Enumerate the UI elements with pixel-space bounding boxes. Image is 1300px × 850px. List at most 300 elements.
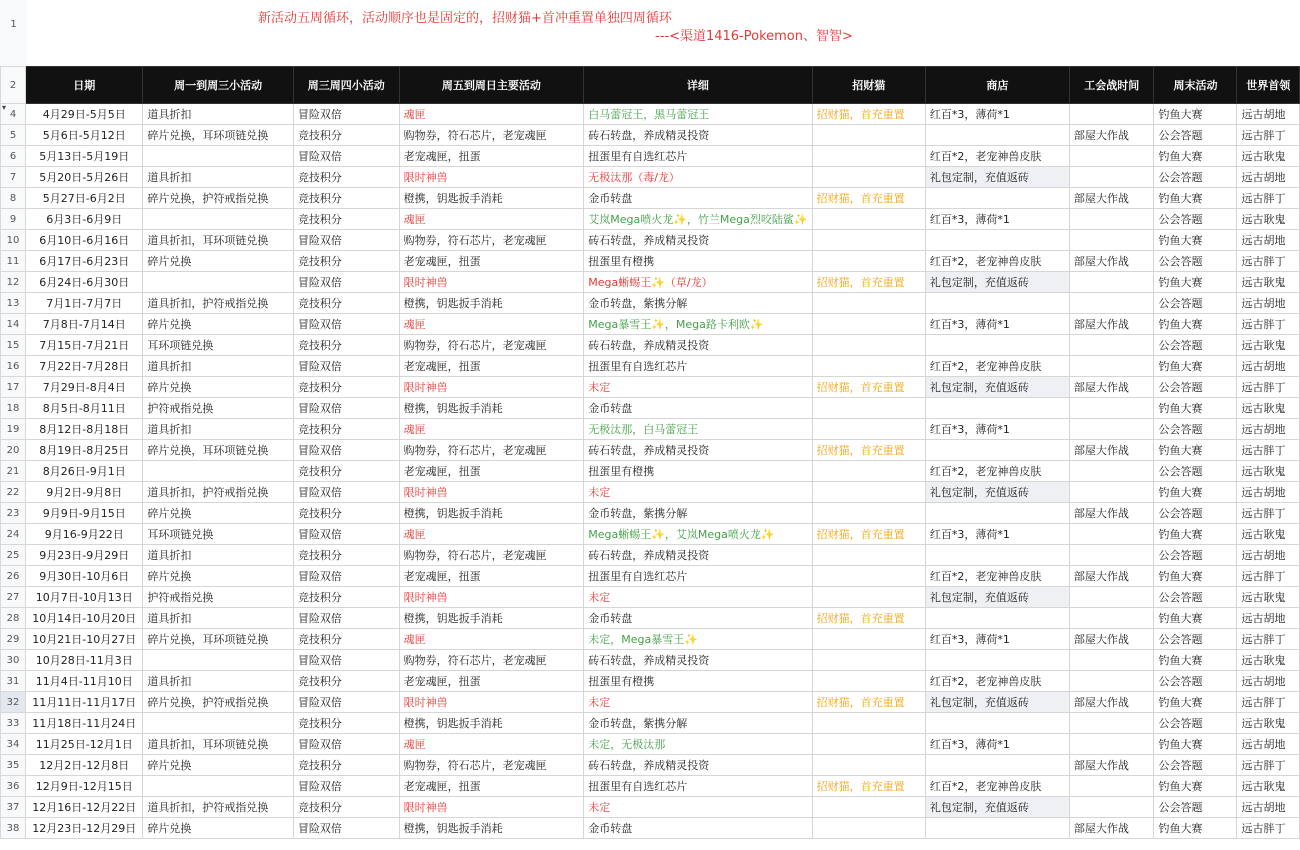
cell-mon-wed[interactable]: 道具折扣 [143, 419, 294, 440]
cell-mon-wed[interactable] [143, 209, 294, 230]
row-number[interactable]: 6 [1, 146, 26, 167]
cell-weekend[interactable]: 公会答题 [1154, 797, 1237, 818]
cell-shop[interactable] [925, 503, 1069, 524]
cell-mon-wed[interactable]: 碎片兑换 [143, 503, 294, 524]
cell-mon-wed[interactable]: 道具折扣 [143, 545, 294, 566]
cell-main-event[interactable]: 橙携，钥匙扳手消耗 [399, 503, 584, 524]
cell-weekend[interactable]: 公会答题 [1154, 755, 1237, 776]
cell-wed-thu[interactable]: 冒险双倍 [293, 734, 399, 755]
row-number[interactable]: 11 [1, 251, 26, 272]
cell-date[interactable]: 7月15日-7月21日 [26, 335, 143, 356]
cell-world-boss[interactable]: 远古胡地 [1237, 293, 1300, 314]
cell-guild-war[interactable] [1069, 587, 1154, 608]
cell-weekend[interactable]: 钓鱼大赛 [1154, 104, 1237, 125]
cell-world-boss[interactable]: 远古胖丁 [1237, 755, 1300, 776]
cell-detail[interactable]: 金币转盘 [584, 818, 812, 839]
cell-detail[interactable]: 扭蛋里有自选红芯片 [584, 146, 812, 167]
cell-wed-thu[interactable]: 冒险双倍 [293, 272, 399, 293]
cell-detail[interactable]: 扭蛋里有自选红芯片 [584, 776, 812, 797]
row-number[interactable]: 18 [1, 398, 26, 419]
cell-wed-thu[interactable]: 竞技积分 [293, 503, 399, 524]
cell-date[interactable]: 10月14日-10月20日 [26, 608, 143, 629]
cell-date[interactable]: 10月7日-10月13日 [26, 587, 143, 608]
cell-main-event[interactable]: 老宠魂匣，扭蛋 [399, 671, 584, 692]
cell-date[interactable]: 9月23日-9月29日 [26, 545, 143, 566]
cell-detail[interactable]: 未定，无极汰那 [584, 734, 812, 755]
cell-weekend[interactable]: 钓鱼大赛 [1154, 230, 1237, 251]
cell-shop[interactable]: 红百*3，薄荷*1 [925, 734, 1069, 755]
cell-date[interactable]: 5月6日-5月12日 [26, 125, 143, 146]
cell-lucky-cat[interactable]: 招财猫，首充重置 [812, 188, 925, 209]
row-number[interactable]: 30 [1, 650, 26, 671]
cell-date[interactable]: 4月29日-5月5日 [26, 104, 143, 125]
cell-wed-thu[interactable]: 竞技积分 [293, 419, 399, 440]
cell-lucky-cat[interactable]: 招财猫，首充重置 [812, 104, 925, 125]
cell-wed-thu[interactable]: 冒险双倍 [293, 104, 399, 125]
cell-lucky-cat[interactable] [812, 356, 925, 377]
cell-wed-thu[interactable]: 冒险双倍 [293, 440, 399, 461]
row-number[interactable]: 10 [1, 230, 26, 251]
cell-mon-wed[interactable]: 碎片兑换 [143, 251, 294, 272]
cell-guild-war[interactable]: 部屋大作战 [1069, 314, 1154, 335]
cell-weekend[interactable]: 钓鱼大赛 [1154, 734, 1237, 755]
cell-guild-war[interactable] [1069, 461, 1154, 482]
cell-weekend[interactable]: 公会答题 [1154, 209, 1237, 230]
row-number[interactable]: 4 [1, 104, 26, 125]
row-number[interactable]: 26 [1, 566, 26, 587]
cell-world-boss[interactable]: 远古耿鬼 [1237, 209, 1300, 230]
cell-detail[interactable]: 砖石转盘，养成精灵投资 [584, 230, 812, 251]
cell-detail[interactable]: Mega蜥蜴王✨，艾岚Mega喷火龙✨ [584, 524, 812, 545]
cell-wed-thu[interactable]: 冒险双倍 [293, 314, 399, 335]
cell-weekend[interactable]: 公会答题 [1154, 419, 1237, 440]
cell-lucky-cat[interactable] [812, 251, 925, 272]
cell-shop[interactable]: 礼包定制，充值返砖 [925, 692, 1069, 713]
cell-shop[interactable]: 红百*3，薄荷*1 [925, 419, 1069, 440]
cell-date[interactable]: 11月11日-11月17日 [26, 692, 143, 713]
cell-guild-war[interactable]: 部屋大作战 [1069, 818, 1154, 839]
cell-main-event[interactable]: 橙携，钥匙扳手消耗 [399, 608, 584, 629]
row-number[interactable]: 37 [1, 797, 26, 818]
cell-world-boss[interactable]: 远古胡地 [1237, 419, 1300, 440]
cell-mon-wed[interactable]: 护符戒指兑换 [143, 587, 294, 608]
cell-detail[interactable]: 未定 [584, 482, 812, 503]
cell-world-boss[interactable]: 远古胖丁 [1237, 125, 1300, 146]
cell-detail[interactable]: 扭蛋里有橙携 [584, 671, 812, 692]
cell-weekend[interactable]: 钓鱼大赛 [1154, 314, 1237, 335]
cell-world-boss[interactable]: 远古耿鬼 [1237, 398, 1300, 419]
cell-date[interactable]: 9月16-9月22日 [26, 524, 143, 545]
cell-guild-war[interactable] [1069, 713, 1154, 734]
cell-lucky-cat[interactable] [812, 734, 925, 755]
cell-world-boss[interactable]: 远古耿鬼 [1237, 650, 1300, 671]
cell-detail[interactable]: 无极汰那，白马蕾冠王 [584, 419, 812, 440]
cell-guild-war[interactable]: 部屋大作战 [1069, 629, 1154, 650]
row-number[interactable]: 32 [1, 692, 26, 713]
cell-shop[interactable] [925, 293, 1069, 314]
cell-guild-war[interactable] [1069, 335, 1154, 356]
cell-mon-wed[interactable]: 碎片兑换，耳环项链兑换 [143, 629, 294, 650]
cell-world-boss[interactable]: 远古耿鬼 [1237, 335, 1300, 356]
row-number[interactable]: 12 [1, 272, 26, 293]
cell-wed-thu[interactable]: 竞技积分 [293, 671, 399, 692]
cell-lucky-cat[interactable] [812, 293, 925, 314]
row-number[interactable]: 36 [1, 776, 26, 797]
cell-detail[interactable]: 白马蕾冠王，黑马蕾冠王 [584, 104, 812, 125]
cell-weekend[interactable]: 公会答题 [1154, 629, 1237, 650]
cell-world-boss[interactable]: 远古胖丁 [1237, 566, 1300, 587]
cell-date[interactable]: 10月21日-10月27日 [26, 629, 143, 650]
cell-main-event[interactable]: 魂匣 [399, 314, 584, 335]
cell-date[interactable]: 7月8日-7月14日 [26, 314, 143, 335]
header-date[interactable]: 日期 [26, 67, 143, 104]
cell-main-event[interactable]: 购物券，符石芯片，老宠魂匣 [399, 125, 584, 146]
cell-lucky-cat[interactable] [812, 545, 925, 566]
cell-weekend[interactable]: 公会答题 [1154, 251, 1237, 272]
freeze-divider-icon[interactable]: ▾ [2, 103, 7, 112]
row-number[interactable]: 38 [1, 818, 26, 839]
cell-wed-thu[interactable]: 竞技积分 [293, 797, 399, 818]
cell-detail[interactable]: 未定 [584, 797, 812, 818]
cell-guild-war[interactable] [1069, 146, 1154, 167]
cell-world-boss[interactable]: 远古耿鬼 [1237, 776, 1300, 797]
cell-world-boss[interactable]: 远古胖丁 [1237, 251, 1300, 272]
cell-wed-thu[interactable]: 竞技积分 [293, 335, 399, 356]
cell-shop[interactable] [925, 755, 1069, 776]
cell-main-event[interactable]: 购物券，符石芯片，老宠魂匣 [399, 755, 584, 776]
cell-guild-war[interactable] [1069, 524, 1154, 545]
cell-weekend[interactable]: 公会答题 [1154, 503, 1237, 524]
row-number[interactable]: 17 [1, 377, 26, 398]
cell-world-boss[interactable]: 远古耿鬼 [1237, 146, 1300, 167]
cell-guild-war[interactable] [1069, 671, 1154, 692]
cell-date[interactable]: 6月17日-6月23日 [26, 251, 143, 272]
cell-main-event[interactable]: 限时神兽 [399, 692, 584, 713]
cell-main-event[interactable]: 魂匣 [399, 419, 584, 440]
cell-world-boss[interactable]: 远古胡地 [1237, 545, 1300, 566]
cell-lucky-cat[interactable] [812, 419, 925, 440]
cell-main-event[interactable]: 老宠魂匣，扭蛋 [399, 251, 584, 272]
cell-wed-thu[interactable]: 冒险双倍 [293, 650, 399, 671]
row-number[interactable]: 22 [1, 482, 26, 503]
cell-wed-thu[interactable]: 冒险双倍 [293, 692, 399, 713]
row-number[interactable]: 31 [1, 671, 26, 692]
cell-guild-war[interactable]: 部屋大作战 [1069, 755, 1154, 776]
cell-guild-war[interactable] [1069, 356, 1154, 377]
cell-wed-thu[interactable]: 冒险双倍 [293, 230, 399, 251]
cell-shop[interactable]: 礼包定制，充值返砖 [925, 272, 1069, 293]
cell-shop[interactable] [925, 818, 1069, 839]
cell-shop[interactable] [925, 440, 1069, 461]
cell-shop[interactable]: 红百*3，薄荷*1 [925, 629, 1069, 650]
cell-guild-war[interactable]: 部屋大作战 [1069, 503, 1154, 524]
cell-mon-wed[interactable]: 护符戒指兑换 [143, 398, 294, 419]
cell-detail[interactable]: 艾岚Mega喷火龙✨，竹兰Mega烈咬陆鲨✨ [584, 209, 812, 230]
cell-weekend[interactable]: 公会答题 [1154, 125, 1237, 146]
cell-main-event[interactable]: 限时神兽 [399, 587, 584, 608]
cell-mon-wed[interactable] [143, 146, 294, 167]
cell-weekend[interactable]: 公会答题 [1154, 335, 1237, 356]
cell-detail[interactable]: 未定，Mega暴雪王✨ [584, 629, 812, 650]
row-number[interactable]: 7 [1, 167, 26, 188]
cell-main-event[interactable]: 限时神兽 [399, 797, 584, 818]
cell-guild-war[interactable]: 部屋大作战 [1069, 251, 1154, 272]
cell-world-boss[interactable]: 远古耿鬼 [1237, 713, 1300, 734]
cell-guild-war[interactable] [1069, 608, 1154, 629]
cell-lucky-cat[interactable] [812, 314, 925, 335]
cell-shop[interactable]: 礼包定制，充值返砖 [925, 587, 1069, 608]
cell-main-event[interactable]: 购物券，符石芯片，老宠魂匣 [399, 545, 584, 566]
cell-main-event[interactable]: 橙携，钥匙扳手消耗 [399, 188, 584, 209]
header-shop[interactable]: 商店 [925, 67, 1069, 104]
cell-shop[interactable]: 红百*3，薄荷*1 [925, 314, 1069, 335]
cell-detail[interactable]: 金币转盘 [584, 608, 812, 629]
cell-shop[interactable]: 红百*2，老宠神兽皮肤 [925, 461, 1069, 482]
cell-world-boss[interactable]: 远古胡地 [1237, 482, 1300, 503]
cell-guild-war[interactable] [1069, 104, 1154, 125]
cell-guild-war[interactable]: 部屋大作战 [1069, 566, 1154, 587]
cell-lucky-cat[interactable] [812, 125, 925, 146]
cell-guild-war[interactable] [1069, 776, 1154, 797]
header-world-boss[interactable]: 世界首领 [1237, 67, 1300, 104]
cell-date[interactable]: 11月18日-11月24日 [26, 713, 143, 734]
cell-shop[interactable]: 红百*2，老宠神兽皮肤 [925, 356, 1069, 377]
cell-weekend[interactable]: 钓鱼大赛 [1154, 440, 1237, 461]
cell-shop[interactable]: 礼包定制，充值返砖 [925, 797, 1069, 818]
cell-main-event[interactable]: 老宠魂匣，扭蛋 [399, 461, 584, 482]
cell-wed-thu[interactable]: 冒险双倍 [293, 524, 399, 545]
cell-date[interactable]: 9月30日-10月6日 [26, 566, 143, 587]
cell-world-boss[interactable]: 远古胡地 [1237, 230, 1300, 251]
cell-date[interactable]: 10月28日-11月3日 [26, 650, 143, 671]
sheet-title-line1[interactable]: 新活动五周循环，活动顺序也是固定的，招财猫+首冲重置单独四周循环 [258, 11, 672, 26]
row-number-2[interactable]: 2 [1, 67, 26, 104]
cell-mon-wed[interactable]: 道具折扣，护符戒指兑换 [143, 797, 294, 818]
cell-world-boss[interactable]: 远古胡地 [1237, 734, 1300, 755]
cell-wed-thu[interactable]: 竞技积分 [293, 713, 399, 734]
cell-main-event[interactable]: 老宠魂匣，扭蛋 [399, 146, 584, 167]
cell-lucky-cat[interactable] [812, 713, 925, 734]
cell-lucky-cat[interactable]: 招财猫，首充重置 [812, 377, 925, 398]
header-wed-thu[interactable]: 周三周四小活动 [293, 67, 399, 104]
cell-weekend[interactable]: 钓鱼大赛 [1154, 398, 1237, 419]
cell-guild-war[interactable] [1069, 797, 1154, 818]
cell-weekend[interactable]: 钓鱼大赛 [1154, 272, 1237, 293]
cell-mon-wed[interactable]: 碎片兑换 [143, 377, 294, 398]
cell-world-boss[interactable]: 远古胖丁 [1237, 818, 1300, 839]
header-weekend[interactable]: 周末活动 [1154, 67, 1237, 104]
row-number[interactable]: 23 [1, 503, 26, 524]
cell-date[interactable]: 7月29日-8月4日 [26, 377, 143, 398]
row-number[interactable]: 25 [1, 545, 26, 566]
cell-main-event[interactable]: 魂匣 [399, 734, 584, 755]
cell-lucky-cat[interactable] [812, 629, 925, 650]
cell-detail[interactable]: 金币转盘，紫携分解 [584, 293, 812, 314]
cell-detail[interactable]: Mega暴雪王✨，Mega路卡利欧✨ [584, 314, 812, 335]
cell-wed-thu[interactable]: 冒险双倍 [293, 146, 399, 167]
cell-mon-wed[interactable]: 碎片兑换，护符戒指兑换 [143, 188, 294, 209]
cell-detail[interactable]: 金币转盘 [584, 398, 812, 419]
row-number[interactable]: 20 [1, 440, 26, 461]
cell-lucky-cat[interactable]: 招财猫，首充重置 [812, 272, 925, 293]
cell-guild-war[interactable] [1069, 545, 1154, 566]
cell-date[interactable]: 7月22日-7月28日 [26, 356, 143, 377]
cell-guild-war[interactable]: 部屋大作战 [1069, 692, 1154, 713]
cell-shop[interactable] [925, 188, 1069, 209]
cell-date[interactable]: 8月19日-8月25日 [26, 440, 143, 461]
cell-wed-thu[interactable]: 冒险双倍 [293, 608, 399, 629]
row-number[interactable]: 34 [1, 734, 26, 755]
cell-shop[interactable] [925, 650, 1069, 671]
sheet-title-line2[interactable]: ---<渠道1416-Pokemon、智智> [655, 29, 853, 44]
cell-mon-wed[interactable]: 道具折扣 [143, 608, 294, 629]
cell-lucky-cat[interactable] [812, 587, 925, 608]
cell-weekend[interactable]: 公会答题 [1154, 545, 1237, 566]
cell-wed-thu[interactable]: 竞技积分 [293, 209, 399, 230]
cell-date[interactable]: 8月5日-8月11日 [26, 398, 143, 419]
cell-weekend[interactable]: 钓鱼大赛 [1154, 692, 1237, 713]
cell-detail[interactable]: 未定 [584, 377, 812, 398]
cell-mon-wed[interactable]: 道具折扣 [143, 671, 294, 692]
row-number[interactable]: 35 [1, 755, 26, 776]
cell-shop[interactable] [925, 230, 1069, 251]
cell-date[interactable]: 6月24日-6月30日 [26, 272, 143, 293]
cell-guild-war[interactable] [1069, 293, 1154, 314]
row-number[interactable]: 27 [1, 587, 26, 608]
cell-date[interactable]: 7月1日-7月7日 [26, 293, 143, 314]
cell-guild-war[interactable] [1069, 482, 1154, 503]
cell-shop[interactable]: 红百*3，薄荷*1 [925, 104, 1069, 125]
cell-guild-war[interactable] [1069, 650, 1154, 671]
cell-date[interactable]: 12月23日-12月29日 [26, 818, 143, 839]
cell-detail[interactable]: 未定 [584, 692, 812, 713]
cell-mon-wed[interactable]: 碎片兑换 [143, 755, 294, 776]
cell-main-event[interactable]: 限时神兽 [399, 482, 584, 503]
cell-shop[interactable] [925, 125, 1069, 146]
cell-lucky-cat[interactable] [812, 650, 925, 671]
cell-mon-wed[interactable] [143, 272, 294, 293]
cell-date[interactable]: 5月27日-6月2日 [26, 188, 143, 209]
cell-weekend[interactable]: 钓鱼大赛 [1154, 650, 1237, 671]
cell-detail[interactable]: 扭蛋里有自选红芯片 [584, 356, 812, 377]
cell-main-event[interactable]: 限时神兽 [399, 167, 584, 188]
cell-detail[interactable]: 砖石转盘，养成精灵投资 [584, 335, 812, 356]
cell-mon-wed[interactable]: 碎片兑换，耳环项链兑换 [143, 125, 294, 146]
cell-wed-thu[interactable]: 竞技积分 [293, 755, 399, 776]
header-guild-war[interactable]: 工会战时间 [1069, 67, 1154, 104]
cell-shop[interactable] [925, 335, 1069, 356]
cell-lucky-cat[interactable] [812, 335, 925, 356]
cell-lucky-cat[interactable] [812, 482, 925, 503]
row-number[interactable]: 29 [1, 629, 26, 650]
cell-mon-wed[interactable]: 道具折扣，护符戒指兑换 [143, 482, 294, 503]
cell-weekend[interactable]: 钓鱼大赛 [1154, 608, 1237, 629]
cell-date[interactable]: 9月9日-9月15日 [26, 503, 143, 524]
cell-lucky-cat[interactable] [812, 755, 925, 776]
cell-shop[interactable]: 红百*2，老宠神兽皮肤 [925, 146, 1069, 167]
cell-world-boss[interactable]: 远古胖丁 [1237, 377, 1300, 398]
row-number[interactable]: 5 [1, 125, 26, 146]
cell-shop[interactable]: 礼包定制，充值返砖 [925, 167, 1069, 188]
cell-mon-wed[interactable] [143, 461, 294, 482]
cell-main-event[interactable]: 购物券，符石芯片，老宠魂匣 [399, 230, 584, 251]
cell-mon-wed[interactable]: 碎片兑换 [143, 818, 294, 839]
cell-lucky-cat[interactable]: 招财猫，首充重置 [812, 608, 925, 629]
cell-weekend[interactable]: 钓鱼大赛 [1154, 188, 1237, 209]
row-number[interactable]: 33 [1, 713, 26, 734]
cell-shop[interactable]: 红百*3，薄荷*1 [925, 209, 1069, 230]
cell-world-boss[interactable]: 远古耿鬼 [1237, 272, 1300, 293]
cell-guild-war[interactable]: 部屋大作战 [1069, 377, 1154, 398]
row-number[interactable]: 16 [1, 356, 26, 377]
cell-detail[interactable]: 砖石转盘，养成精灵投资 [584, 755, 812, 776]
cell-detail[interactable]: 扭蛋里有橙携 [584, 461, 812, 482]
cell-detail[interactable]: 无极汰那（毒/龙） [584, 167, 812, 188]
cell-weekend[interactable]: 公会答题 [1154, 293, 1237, 314]
cell-detail[interactable]: 金币转盘，紫携分解 [584, 503, 812, 524]
cell-mon-wed[interactable]: 碎片兑换 [143, 566, 294, 587]
cell-mon-wed[interactable]: 碎片兑换 [143, 314, 294, 335]
cell-world-boss[interactable]: 远古胖丁 [1237, 314, 1300, 335]
cell-date[interactable]: 11月4日-11月10日 [26, 671, 143, 692]
row-number[interactable]: 13 [1, 293, 26, 314]
header-main-event[interactable]: 周五到周日主要活动 [399, 67, 584, 104]
cell-guild-war[interactable] [1069, 419, 1154, 440]
cell-weekend[interactable]: 公会答题 [1154, 713, 1237, 734]
cell-mon-wed[interactable] [143, 776, 294, 797]
cell-mon-wed[interactable]: 碎片兑换，护符戒指兑换 [143, 692, 294, 713]
cell-main-event[interactable]: 购物券，符石芯片，老宠魂匣 [399, 650, 584, 671]
cell-world-boss[interactable]: 远古耿鬼 [1237, 461, 1300, 482]
cell-weekend[interactable]: 钓鱼大赛 [1154, 524, 1237, 545]
cell-weekend[interactable]: 公会答题 [1154, 587, 1237, 608]
cell-wed-thu[interactable]: 冒险双倍 [293, 566, 399, 587]
row-number[interactable]: 28 [1, 608, 26, 629]
cell-date[interactable]: 5月20日-5月26日 [26, 167, 143, 188]
cell-shop[interactable]: 红百*3，薄荷*1 [925, 524, 1069, 545]
cell-world-boss[interactable]: 远古胡地 [1237, 356, 1300, 377]
cell-main-event[interactable]: 橙携，钥匙扳手消耗 [399, 398, 584, 419]
cell-lucky-cat[interactable] [812, 461, 925, 482]
cell-date[interactable]: 8月12日-8月18日 [26, 419, 143, 440]
cell-world-boss[interactable]: 远古胡地 [1237, 671, 1300, 692]
cell-wed-thu[interactable]: 竞技积分 [293, 545, 399, 566]
cell-weekend[interactable]: 钓鱼大赛 [1154, 566, 1237, 587]
cell-main-event[interactable]: 限时神兽 [399, 377, 584, 398]
cell-guild-war[interactable] [1069, 209, 1154, 230]
cell-wed-thu[interactable]: 冒险双倍 [293, 776, 399, 797]
cell-main-event[interactable]: 橙携，钥匙扳手消耗 [399, 818, 584, 839]
cell-weekend[interactable]: 钓鱼大赛 [1154, 356, 1237, 377]
cell-wed-thu[interactable]: 冒险双倍 [293, 356, 399, 377]
cell-detail[interactable]: 砖石转盘，养成精灵投资 [584, 545, 812, 566]
cell-world-boss[interactable]: 远古耿鬼 [1237, 524, 1300, 545]
cell-lucky-cat[interactable]: 招财猫，首充重置 [812, 524, 925, 545]
cell-guild-war[interactable] [1069, 398, 1154, 419]
cell-detail[interactable]: 未定 [584, 587, 812, 608]
cell-main-event[interactable]: 老宠魂匣，扭蛋 [399, 776, 584, 797]
cell-weekend[interactable]: 公会答题 [1154, 671, 1237, 692]
cell-date[interactable]: 8月26日-9月1日 [26, 461, 143, 482]
cell-wed-thu[interactable]: 竞技积分 [293, 167, 399, 188]
cell-world-boss[interactable]: 远古耿鬼 [1237, 587, 1300, 608]
cell-mon-wed[interactable]: 道具折扣，耳环项链兑换 [143, 230, 294, 251]
cell-detail[interactable]: 金币转盘，紫携分解 [584, 713, 812, 734]
cell-wed-thu[interactable]: 竞技积分 [293, 293, 399, 314]
cell-shop[interactable]: 礼包定制，充值返砖 [925, 482, 1069, 503]
cell-date[interactable]: 9月2日-9月8日 [26, 482, 143, 503]
cell-lucky-cat[interactable] [812, 503, 925, 524]
